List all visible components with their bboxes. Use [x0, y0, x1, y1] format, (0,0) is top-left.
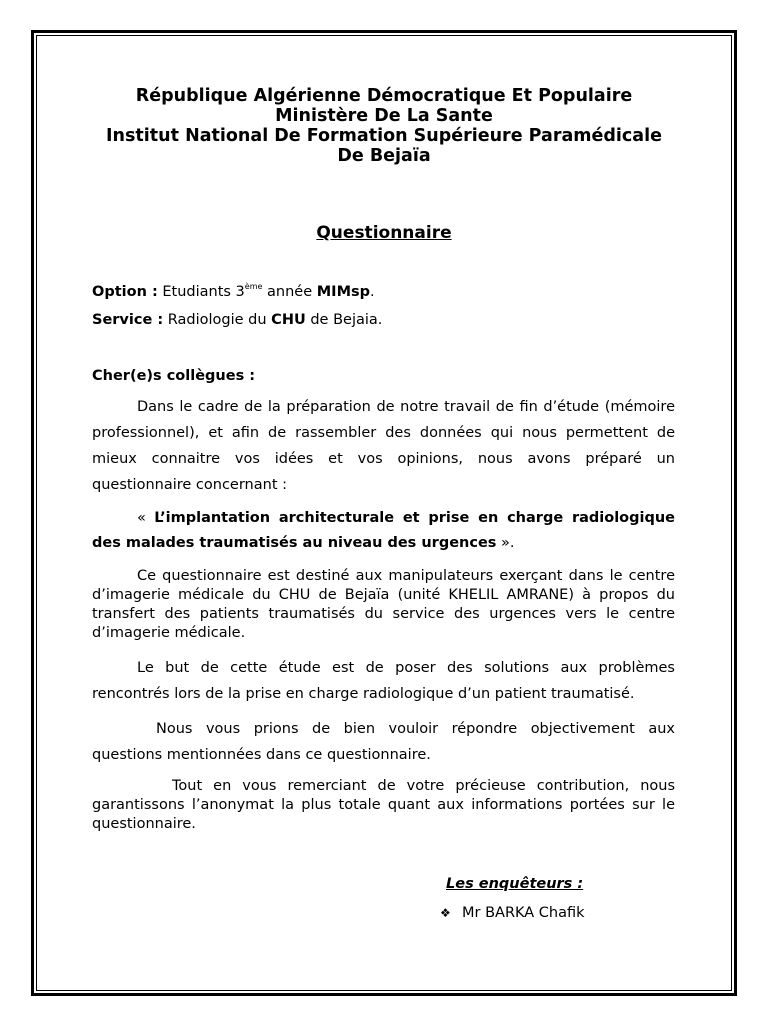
paragraph-goal: Le but de cette étude est de poser des solutions aux problèmes rencontrés lors de la prise en charge radiologique d’un patient traumatisé.: [92, 660, 675, 702]
header-line-republic: République Algérienne Démocratique Et Populaire: [135, 86, 633, 106]
diamond-bullet-icon: ❖: [440, 906, 451, 920]
option-text-after: .: [370, 284, 375, 300]
paragraph-subject: [92, 506, 675, 556]
greeting: Cher(e)s collègues :: [92, 368, 256, 384]
service-chu: CHU: [271, 312, 306, 328]
option-line: [92, 284, 375, 300]
option-superscript: ème: [244, 282, 263, 291]
option-program: MIMsp: [316, 284, 371, 300]
service-text: Radiologie du: [163, 312, 272, 328]
service-line: [92, 312, 382, 328]
option-label: Option :: [92, 284, 158, 300]
subject-close-quote: ».: [496, 535, 515, 551]
paragraph-thanks: Tout en vous remerciant de votre précieuse contribution, nous garantissons l’anonymat la plus totale quant aux informations portées sur le questionnaire.: [92, 778, 675, 832]
signature-title: Les enquêteurs :: [446, 876, 584, 892]
paragraph-intro: Dans le cadre de la préparation de notre travail de fin d’étude (mémoire professionnel), et afin de rassembler des données qui nous permettent de mieux connaitre vos idées et vos opinions, nous avons préparé un questionnaire concernant :: [92, 399, 675, 493]
paragraph-target: Ce questionnaire est destiné aux manipulateurs exerçant dans le centre d’imagerie médicale du CHU de Bejaïa (unité KHELIL AMRANE) à propos du transfert des patients traumatisés du service des urgences vers le centre d’imagerie médicale.: [92, 568, 675, 641]
option-text: Etudiants 3: [157, 284, 245, 300]
service-label: Service :: [92, 312, 164, 328]
option-text-mid: année: [262, 284, 317, 300]
subject-title: L’implantation architecturale et prise en charge radiologique des malades traumatisés au niveau des urgences: [92, 510, 676, 551]
page-title: Questionnaire: [316, 223, 452, 243]
header-line-ministry: Ministère De La Sante: [275, 106, 493, 126]
service-text-after: de Bejaia.: [305, 312, 383, 328]
subject-open-quote: «: [137, 510, 155, 526]
header-line-institute: Institut National De Formation Supérieure Paramédicale: [106, 126, 662, 146]
signature-name: Mr BARKA Chafik: [462, 905, 585, 921]
signature-item: [440, 905, 585, 921]
document-header: [60, 86, 708, 166]
paragraph-request: Nous vous prions de bien vouloir répondre objectivement aux questions mentionnées dans ce questionnaire.: [92, 721, 675, 763]
header-line-city: De Bejaïa: [337, 146, 431, 166]
